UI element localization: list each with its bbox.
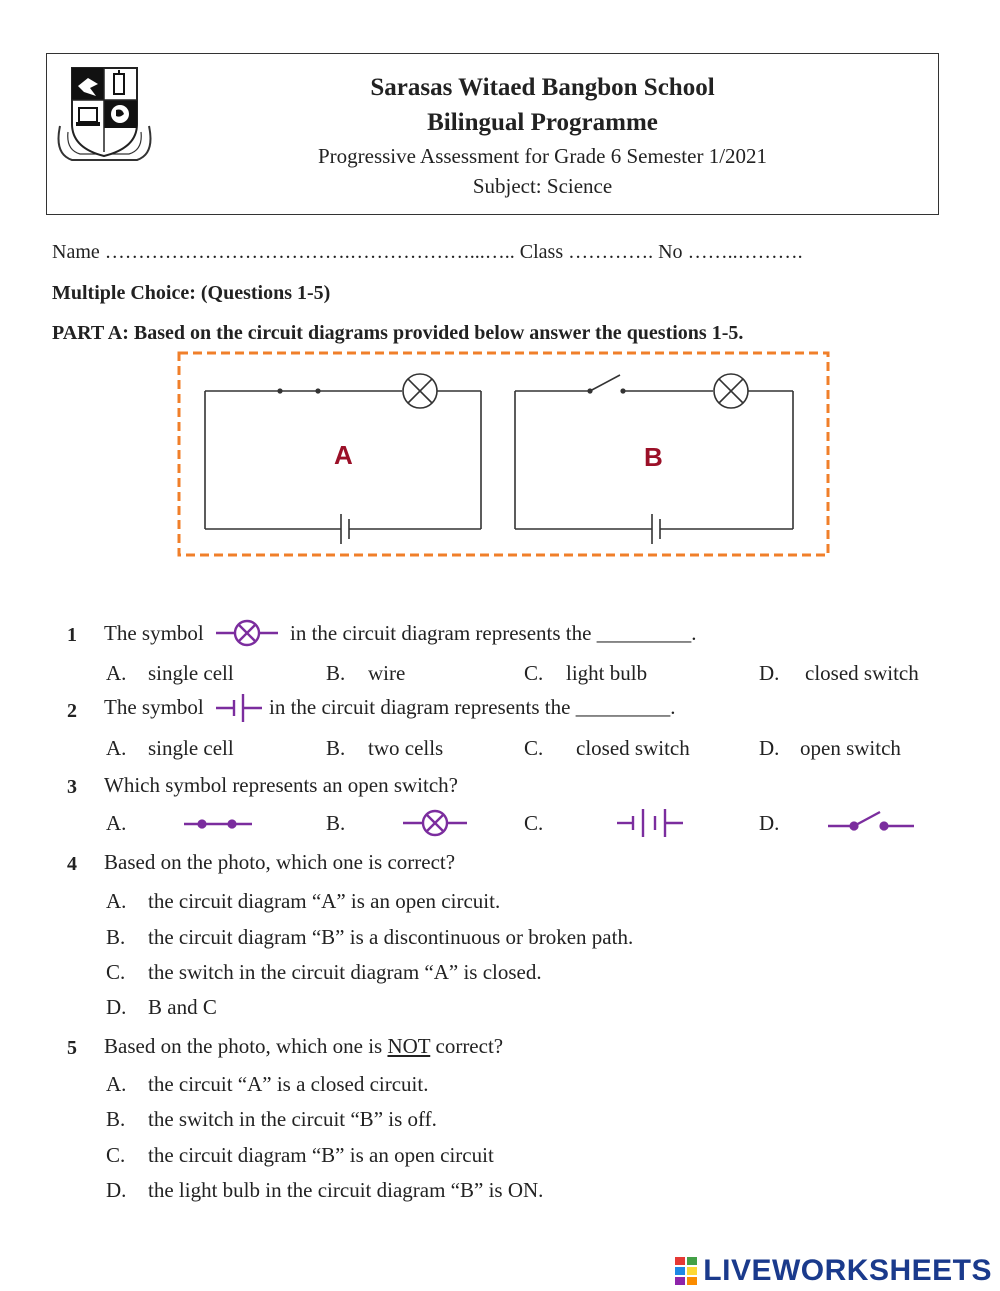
- q4-option-b-letter: B.: [106, 925, 126, 949]
- liveworksheets-logo[interactable]: [675, 1254, 992, 1288]
- q4-option-d-letter: D.: [106, 995, 127, 1019]
- programme-title: Bilingual Programme: [427, 109, 658, 136]
- q1-option-c-letter: C.: [524, 661, 544, 685]
- q3-option-c-two-cells-icon[interactable]: [615, 806, 687, 840]
- question-5-text-end: correct?: [435, 1034, 504, 1058]
- q4-option-a-letter: A.: [106, 889, 127, 913]
- q3-option-d-open-switch-icon[interactable]: [826, 806, 916, 836]
- q3-option-b-letter: B.: [326, 811, 346, 835]
- q2-option-a-letter: A.: [106, 736, 127, 760]
- class-blank[interactable]: ………….: [568, 241, 654, 263]
- question-4-text: Based on the photo, which one is correct?: [104, 850, 456, 874]
- q4-option-a[interactable]: the circuit diagram “A” is an open circuit.: [148, 889, 501, 913]
- q4-option-c-letter: C.: [106, 960, 126, 984]
- q1-option-a-letter: A.: [106, 661, 127, 685]
- q5-option-b-letter: B.: [106, 1107, 126, 1131]
- header-box: [46, 53, 939, 215]
- q5-option-d-letter: D.: [106, 1178, 127, 1202]
- cell-symbol-icon: [214, 692, 264, 724]
- q1-option-a[interactable]: single cell: [148, 661, 234, 685]
- question-1-text-end: in the circuit diagram represents the _________.: [290, 621, 697, 645]
- subject-title: Subject: Science: [472, 174, 613, 198]
- liveworksheets-icon: [675, 1257, 697, 1285]
- class-label: Class: [519, 241, 564, 263]
- q5-option-b[interactable]: the switch in the circuit “B” is off.: [148, 1107, 437, 1131]
- q4-option-b[interactable]: the circuit diagram “B” is a discontinuous or broken path.: [148, 925, 634, 949]
- question-2-text-end: in the circuit diagram represents the _________.: [269, 695, 676, 719]
- q5-option-a-letter: A.: [106, 1072, 127, 1096]
- bulb-symbol-icon: [214, 618, 280, 648]
- question-5-text-start: Based on the photo, which one is: [104, 1034, 383, 1058]
- assessment-title: Progressive Assessment for Grade 6 Semester 1/2021: [317, 144, 768, 168]
- part-title: PART A: Based on the circuit diagrams provided below answer the questions 1-5.: [52, 322, 744, 344]
- question-5-not: NOT: [387, 1034, 431, 1058]
- question-5-text: [104, 1034, 503, 1059]
- question-2-text-start: The symbol: [104, 695, 204, 719]
- q5-option-a[interactable]: the circuit “A” is a closed circuit.: [148, 1072, 429, 1096]
- q5-option-c[interactable]: the circuit diagram “B” is an open circuit: [148, 1143, 494, 1167]
- q1-option-b[interactable]: wire: [368, 661, 406, 685]
- q3-option-a-letter: A.: [106, 811, 127, 835]
- q2-option-b-letter: B.: [326, 736, 346, 760]
- question-3-number: 3: [67, 776, 77, 798]
- question-3-text: Which symbol represents an open switch?: [104, 773, 458, 797]
- question-4-number: 4: [67, 853, 77, 875]
- q3-option-c-letter: C.: [524, 811, 544, 835]
- q2-option-d-letter: D.: [759, 736, 780, 760]
- q5-option-d[interactable]: the light bulb in the circuit diagram “B” is ON.: [148, 1178, 544, 1202]
- label-b: B: [644, 442, 663, 472]
- q4-option-c[interactable]: the switch in the circuit diagram “A” is closed.: [148, 960, 542, 984]
- school-name: Sarasas Witaed Bangbon School: [370, 74, 715, 101]
- q3-option-b-bulb-icon[interactable]: [401, 808, 469, 838]
- school-crest-icon: [52, 64, 157, 174]
- question-1-text-start: The symbol: [104, 621, 204, 645]
- question-1-number: 1: [67, 624, 77, 646]
- diagram-frame: [179, 353, 828, 555]
- name-label: Name: [52, 241, 100, 263]
- q4-option-d[interactable]: B and C: [148, 995, 217, 1019]
- q2-option-a[interactable]: single cell: [148, 736, 234, 760]
- q3-option-d-letter: D.: [759, 811, 780, 835]
- no-blank[interactable]: ……..……….: [687, 241, 803, 263]
- q1-option-c[interactable]: light bulb: [566, 661, 648, 685]
- q2-option-c-letter: C.: [524, 736, 544, 760]
- q3-option-a-closed-switch-icon[interactable]: [182, 812, 254, 836]
- name-blank[interactable]: ……………………………….………………...…..: [104, 241, 520, 263]
- q5-option-c-letter: C.: [106, 1143, 126, 1167]
- q2-option-d[interactable]: open switch: [800, 736, 901, 760]
- question-2-number: 2: [67, 700, 77, 722]
- q1-option-b-letter: B.: [326, 661, 346, 685]
- student-info-line: [52, 241, 803, 264]
- q1-option-d-letter: D.: [759, 661, 780, 685]
- label-a: A: [334, 440, 353, 470]
- q2-option-c[interactable]: closed switch: [576, 736, 690, 760]
- no-label: No: [658, 241, 683, 263]
- liveworksheets-brand: LIVEWORKSHEETS: [703, 1254, 992, 1287]
- q2-option-b[interactable]: two cells: [368, 736, 444, 760]
- circuit-diagrams: [176, 350, 832, 558]
- section-title: Multiple Choice: (Questions 1-5): [52, 282, 331, 304]
- q1-option-d[interactable]: closed switch: [805, 661, 919, 685]
- question-5-number: 5: [67, 1037, 77, 1059]
